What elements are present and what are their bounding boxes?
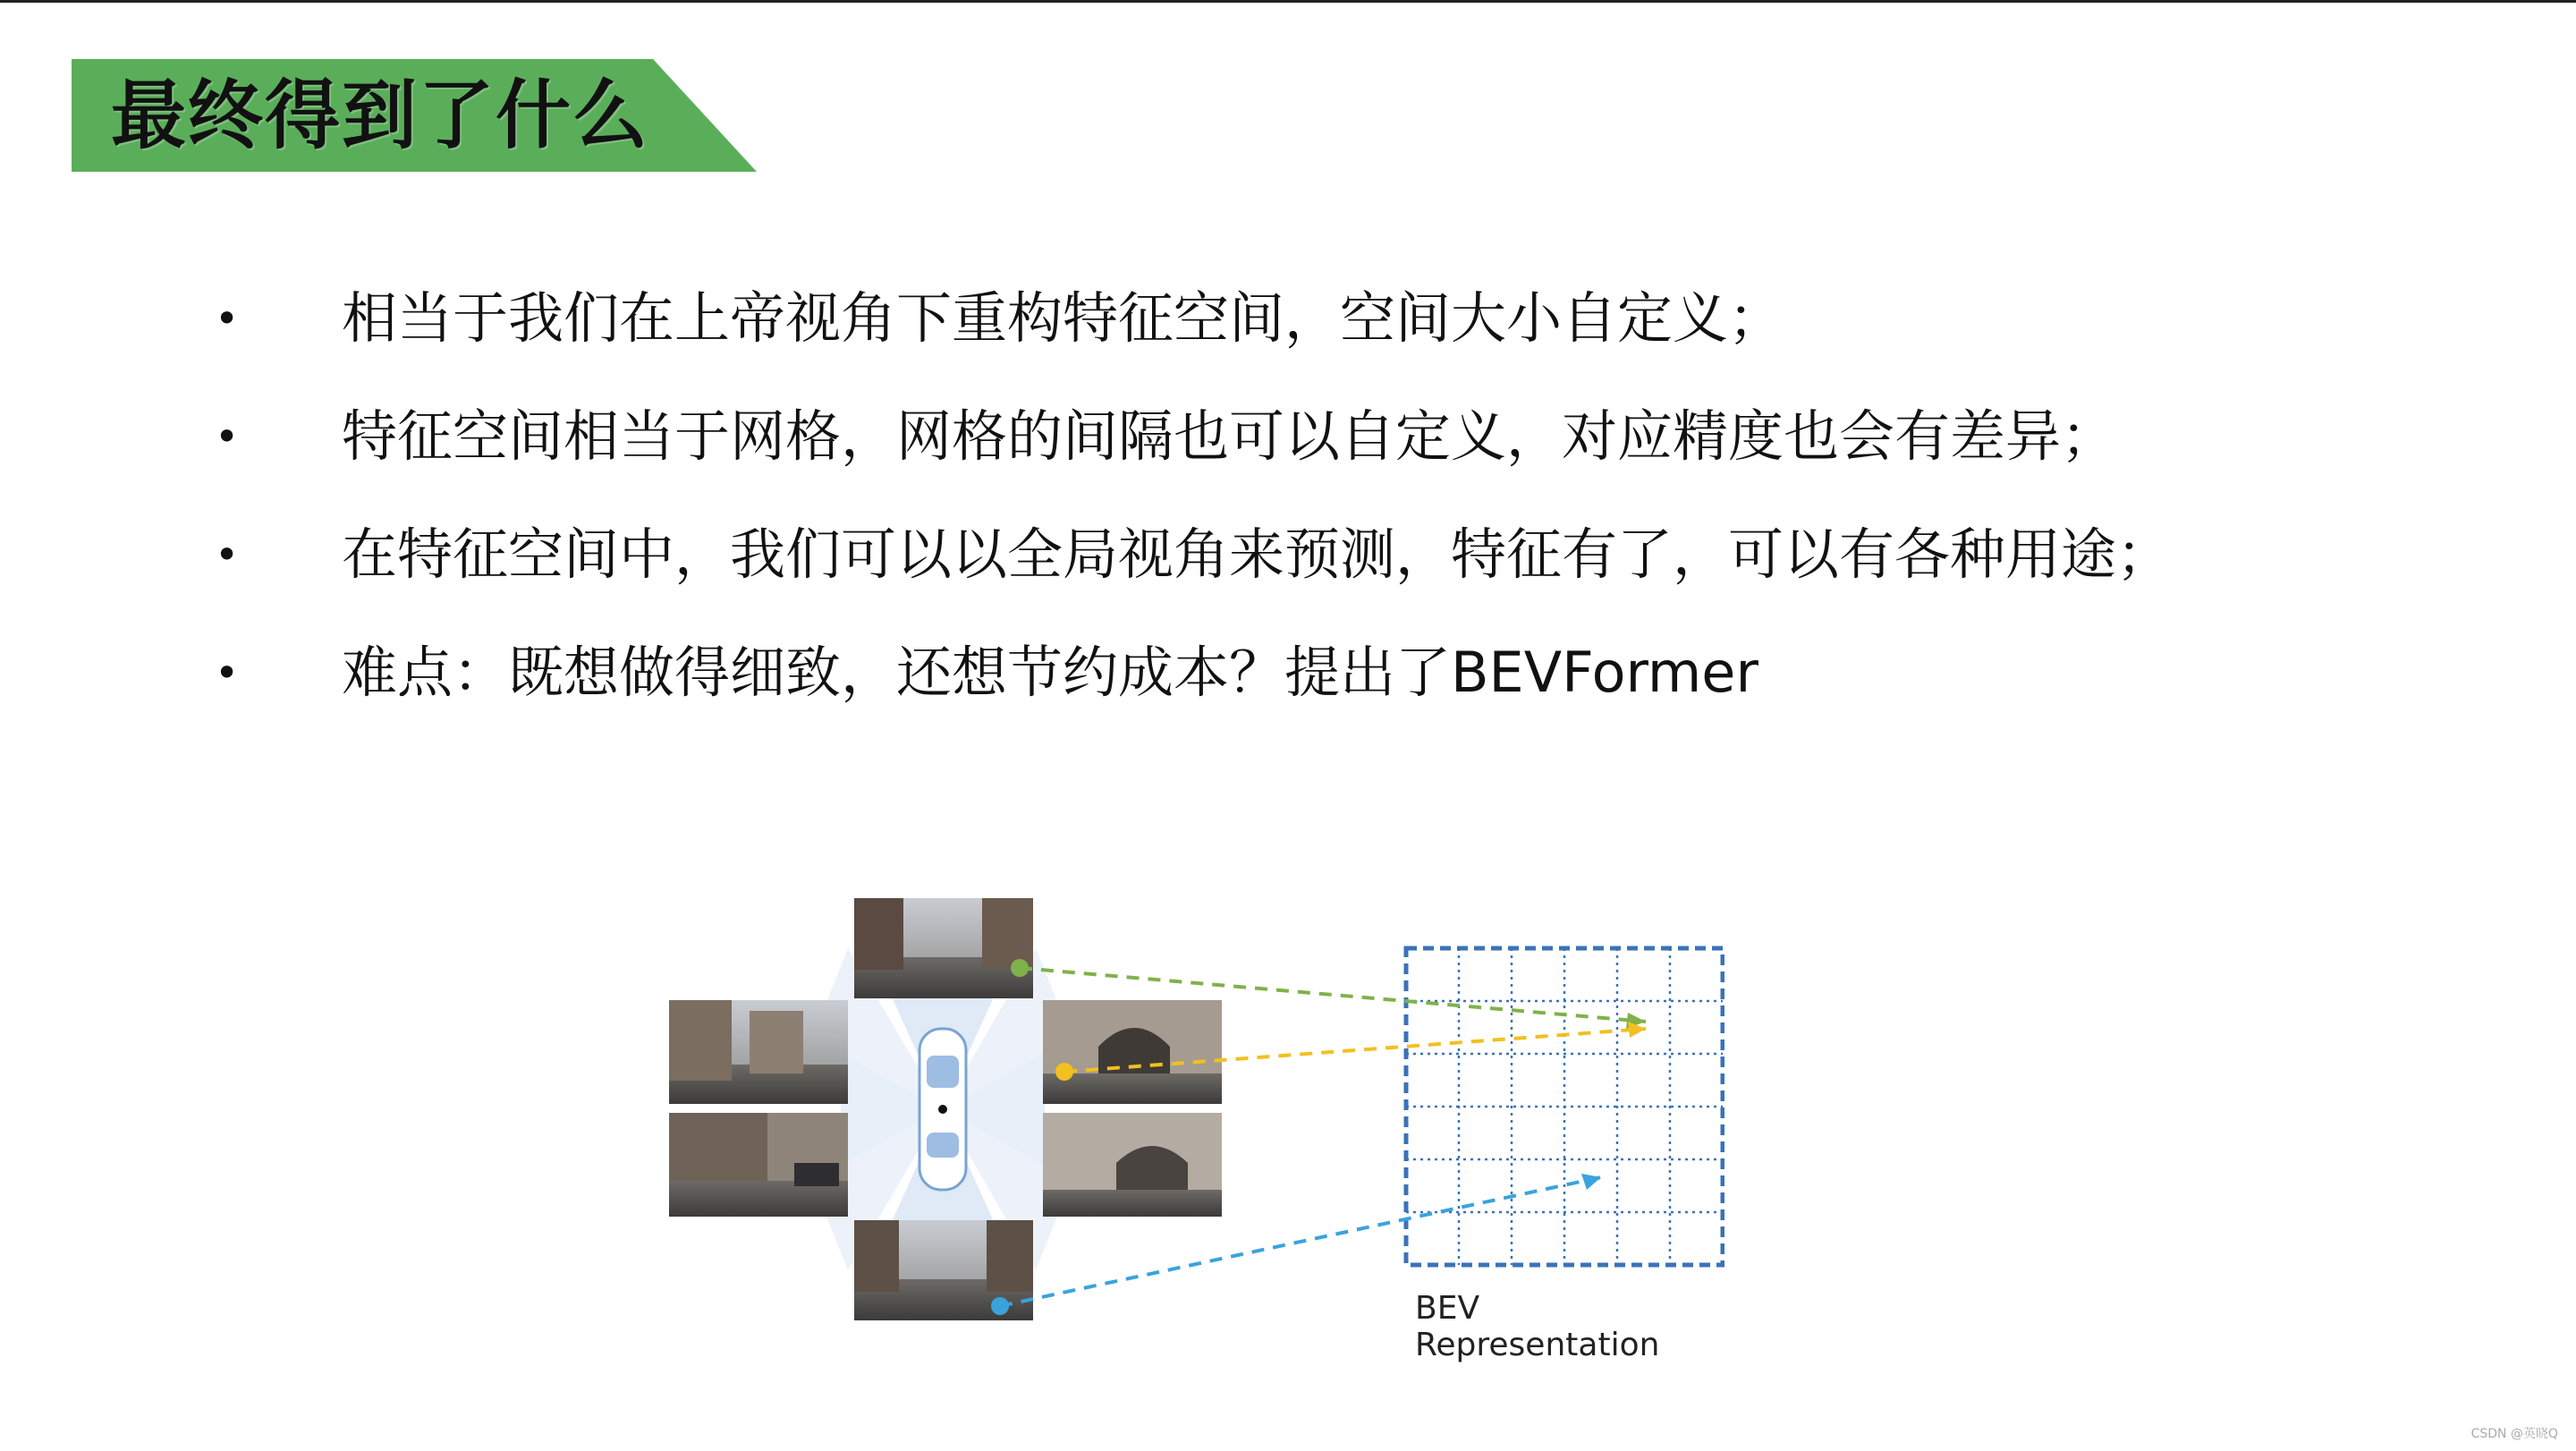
bullet-text: 相当于我们在上帝视角下重构特征空间，空间大小自定义；	[342, 285, 1784, 351]
bev-representation-label: BEV Representation	[1415, 1290, 1660, 1363]
bullet-marker: •	[215, 530, 240, 579]
bullet-marker: •	[215, 294, 240, 343]
bev-grid	[1406, 948, 1723, 1265]
slide-title: 最终得到了什么	[111, 72, 650, 159]
bev-figure	[669, 895, 1724, 1333]
bullet-list	[215, 259, 2504, 732]
camera-image-front-right	[1043, 1000, 1222, 1104]
camera-image-front-left	[669, 1000, 848, 1104]
bullet-item	[215, 259, 2504, 378]
top-border-line	[0, 0, 2576, 3]
bullet-text: 特征空间相当于网格，网格的间隔也可以自定义，对应精度也会有差异；	[342, 403, 2117, 469]
bullet-marker: •	[215, 412, 240, 461]
bullet-text: 在特征空间中，我们可以以全局视角来预测，特征有了，可以有各种用途；	[342, 522, 2173, 587]
watermark: CSDN @英晓Q	[2470, 1427, 2558, 1441]
bullet-item	[215, 614, 2504, 732]
bullet-marker: •	[215, 649, 240, 697]
camera-image-back-left	[669, 1113, 848, 1217]
camera-image-back-right	[1043, 1113, 1222, 1217]
bullet-text: 难点：既想做得细致，还想节约成本？提出了BEVFormer	[342, 640, 1758, 705]
bullet-item	[215, 496, 2504, 614]
bullet-item	[215, 378, 2504, 496]
title-banner	[72, 59, 757, 172]
camera-image-front	[854, 898, 1033, 998]
ego-car-icon	[919, 1029, 966, 1190]
